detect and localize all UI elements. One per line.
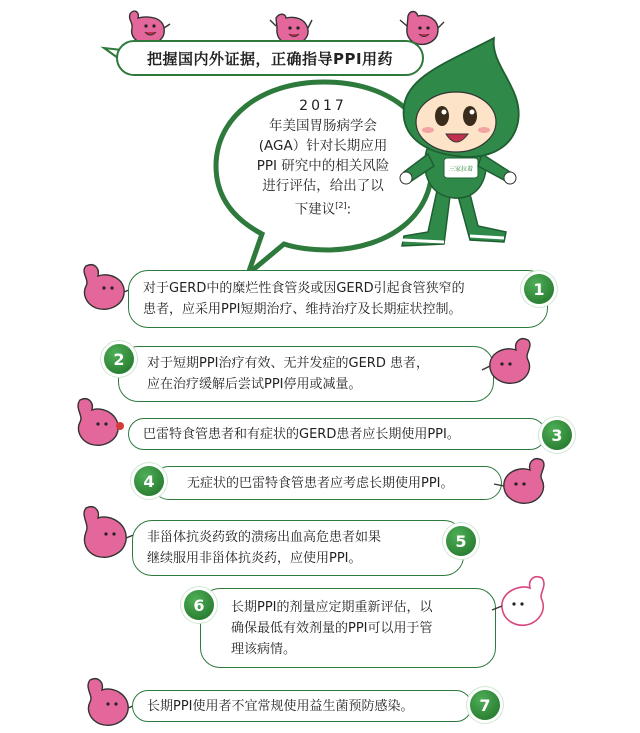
recommendation-text [231,597,433,660]
recommendation-line: 应在治疗缓解后尝试PPI停用或减量。 [147,377,362,392]
recommendation-number-badge: 5 [446,526,476,556]
intro-line: 下建议 [294,201,336,218]
recommendation-card [128,270,548,328]
recommendation-card [152,466,502,500]
recommendation-line: 理该病情。 [231,641,297,657]
recommendation-number-badge: 2 [104,344,134,374]
green-mascot-icon [398,36,530,246]
page-title [116,40,424,76]
intro-text [248,96,398,220]
recommendation-line: 继续服用非甾体抗炎药，应使用PPI。 [147,551,362,566]
intro-colon: : [346,201,352,218]
recommendation-line: 确保最低有效剂量的PPI可以用于管 [231,620,433,636]
recommendation-number-badge: 1 [524,274,554,304]
stomach-mascot-icon [80,676,140,732]
reference-marker: [2] [335,201,347,210]
intro-line: 年美国胃肠病学会 [269,118,377,134]
intro-year: 2017 [299,98,347,114]
recommendation-number-badge: 6 [184,590,214,620]
recommendation-text [143,424,460,445]
recommendation-number-badge: 4 [134,466,164,496]
recommendation-card [132,520,464,576]
recommendation-text [187,473,454,494]
intro-line: (AGA）针对长期应用 [258,138,388,154]
page-title-text: 把握国内外证据，正确指导PPI用药 [146,49,394,68]
stomach-mascot-icon [78,262,134,314]
recommendation-text [147,696,414,717]
recommendation-line: 无症状的巴雷特食管患者应考虑长期使用PPI。 [187,475,454,491]
recommendation-text [143,278,465,320]
recommendation-line: 患者，应采用PPI短期治疗、维持治疗及长期症状控制。 [143,302,462,317]
recommendation-line: 长期PPI的剂量应定期重新评估，以 [231,599,433,615]
recommendation-line: 对于GERD中的糜烂性食管炎或因GERD引起食管狭窄的 [143,281,465,296]
recommendation-card [118,346,494,402]
intro-line-last [248,196,398,220]
stomach-mascot-icon [70,396,130,452]
stomach-mascot-icon [494,456,552,510]
recommendation-number-badge: 7 [470,690,500,720]
intro-line: 进行评估，给出了以 [262,178,384,194]
recommendation-card [200,588,496,668]
recommendation-text [147,527,381,569]
mascot-badge-text: 三家拉着 [448,166,474,173]
recommendation-line: 长期PPI使用者不宜常规使用益生菌预防感染。 [147,698,414,714]
recommendation-text [147,353,429,395]
recommendation-number-badge: 3 [542,420,572,450]
intro-line: PPI 研究中的相关风险 [256,158,390,174]
stomach-mascot-icon [490,574,552,632]
recommendation-line: 对于短期PPI治疗有效、无并发症的GERD 患者， [147,356,429,371]
recommendation-card [132,690,472,722]
recommendation-line: 非甾体抗炎药致的溃疡出血高危患者如果 [147,530,382,545]
recommendation-card [128,418,546,450]
recommendation-line: 巴雷特食管患者和有症状的GERD患者应长期使用PPI。 [143,426,460,442]
stomach-mascot-icon [482,336,538,388]
stomach-mascot-icon [76,504,138,564]
